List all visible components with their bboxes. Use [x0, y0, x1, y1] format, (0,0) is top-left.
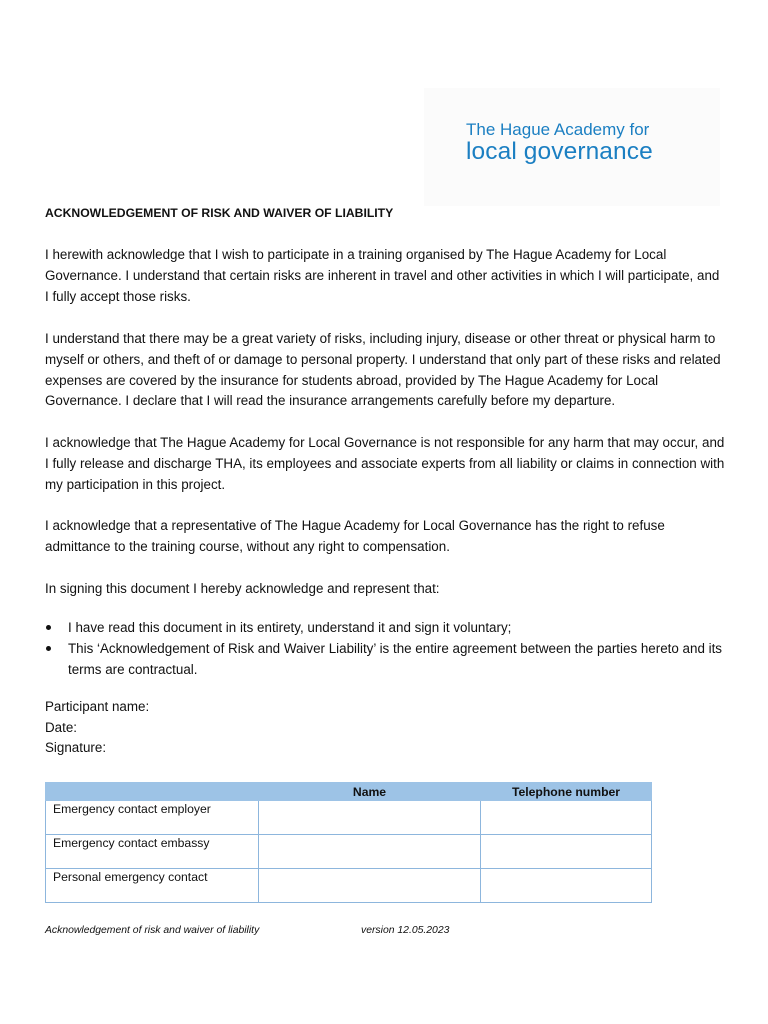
- telephone-cell[interactable]: [481, 869, 652, 903]
- organisation-logo: [424, 88, 720, 206]
- column-header-contact-type: [46, 783, 259, 801]
- emergency-contact-table: [45, 782, 652, 903]
- list-item: [45, 638, 725, 680]
- contact-type-cell: Emergency contact employer: [46, 801, 259, 835]
- name-cell[interactable]: [259, 869, 481, 903]
- paragraph-participation: I herewith acknowledge that I wish to participate in a training organised by The Hague Academy for Local Governance. I understand that certain risks are inherent in travel and other activities in which I will participate, and I fully accept those risks.: [45, 247, 720, 304]
- bullet-icon: [46, 646, 51, 651]
- logo-line-1: The Hague Academy for: [466, 120, 650, 139]
- footer-document-title: Acknowledgement of risk and waiver of liability: [45, 925, 260, 936]
- name-cell[interactable]: [259, 835, 481, 869]
- table-row: [46, 801, 652, 835]
- bullet-icon: [46, 625, 51, 630]
- table-header-row: [46, 783, 652, 801]
- paragraph-signing-intro: In signing this document I hereby acknowledge and represent that:: [45, 581, 440, 596]
- participant-name-label: Participant name:: [45, 699, 150, 714]
- paragraph-liability: I acknowledge that The Hague Academy for Local Governance is not responsible for any harm that may occur, and I fully release and discharge THA, its employees and associate experts from all liability or claims in connection with my participation in this project.: [45, 435, 725, 492]
- paragraph-admittance: I acknowledge that a representative of The Hague Academy for Local Governance has the right to refuse admittance to the training course, without any right to compensation.: [45, 518, 665, 554]
- date-label: Date:: [45, 720, 78, 735]
- list-item: [45, 617, 725, 638]
- document-title: ACKNOWLEDGEMENT OF RISK AND WAIVER OF LIABILITY: [45, 206, 394, 220]
- paragraph-risks: I understand that there may be a great variety of risks, including injury, disease or other threat or physical harm to myself or others, and theft of or damage to personal property. I understand that only part of these risks and related expenses are covered by the insurance for students abroad, provided by The Hague Academy for Local Governance. I declare that I will read the insurance arrangements carefully before my departure.: [45, 331, 721, 409]
- column-header-telephone: Telephone number: [481, 783, 652, 801]
- table-row: [46, 835, 652, 869]
- signature-label: Signature:: [45, 740, 107, 755]
- column-header-name: Name: [259, 783, 481, 801]
- list-item-text: This ‘Acknowledgement of Risk and Waiver Liability’ is the entire agreement between the parties hereto and its terms are contractual.: [68, 641, 722, 677]
- list-item-text: I have read this document in its entirety, understand it and sign it voluntary;: [68, 620, 512, 635]
- contact-type-cell: Personal emergency contact: [46, 869, 259, 903]
- footer-version: version 12.05.2023: [361, 925, 450, 936]
- table-row: [46, 869, 652, 903]
- acknowledgement-list: [45, 617, 725, 680]
- name-cell[interactable]: [259, 801, 481, 835]
- telephone-cell[interactable]: [481, 801, 652, 835]
- logo-line-2: local governance: [466, 138, 653, 165]
- contact-type-cell: Emergency contact embassy: [46, 835, 259, 869]
- telephone-cell[interactable]: [481, 835, 652, 869]
